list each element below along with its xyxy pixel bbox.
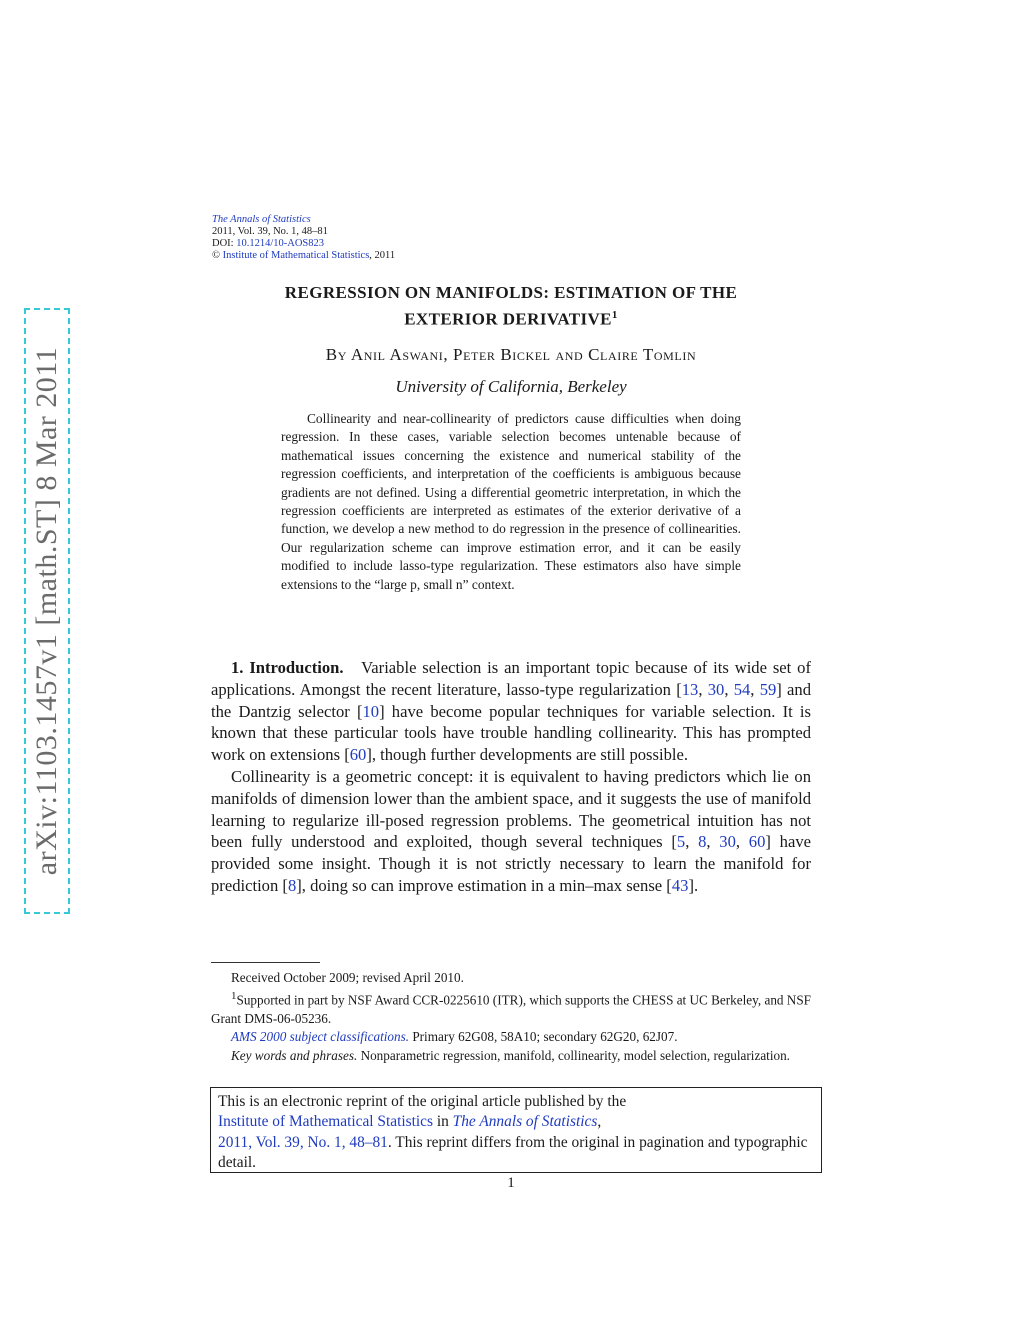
citation-link[interactable]: 43 (671, 875, 689, 895)
title-line-2: EXTERIOR DERIVATIVE$^1$ (404, 309, 618, 329)
citation-link[interactable]: 60 (349, 745, 367, 765)
volume-line: 2011, Vol. 39, No. 1, 48–81 (212, 226, 328, 237)
paper-title (212, 282, 810, 331)
authors: By Anil Aswani, Peter Bickel and Claire Tomlin (325, 345, 697, 364)
journal-link[interactable]: The Annals of Statistics (212, 214, 311, 225)
section-heading: 1. Introduction. (231, 658, 344, 677)
page-number: 1 (507, 1175, 515, 1191)
citation-link[interactable]: 54 (733, 679, 751, 699)
journal-header (212, 214, 395, 262)
doi-label: DOI: (212, 238, 237, 249)
publisher-link[interactable]: Institute of Mathematical Statistics (222, 250, 370, 261)
citation-link[interactable]: 60 (748, 832, 766, 852)
citation-link[interactable]: 8 (287, 875, 297, 895)
received-note: Received October 2009; revised April 2010. (231, 970, 464, 985)
copyright-icon: © (212, 250, 220, 261)
introduction-section (211, 657, 811, 897)
footnotes (211, 969, 811, 1065)
ams-classification-link[interactable]: AMS 2000 subject classifications. (231, 1029, 410, 1045)
doi-line (212, 238, 395, 250)
reprint-publisher-link[interactable]: Institute of Mathematical Statistics (218, 1113, 433, 1131)
keywords: Key words and phrases. Nonparametric regression, manifold, collinearity, model selection, regularization. (231, 1047, 790, 1063)
reprint-journal-link[interactable]: The Annals of Statistics (452, 1113, 598, 1131)
intro-paragraph-1: 1. Introduction. Variable selection is an important topic because of its wide set of applications. Amongst the recent literature, lasso-type regularization [13, 30, 54, 59] and the Dantzig selector [10] have become popular techniques for variable selection. It is known that these particular tools have trouble handling collinearity. This has prompted work on extensions [60], though further developments are still possible. (211, 658, 812, 765)
copyright-line (212, 250, 395, 262)
copyright-year: , 2011 (369, 250, 396, 261)
doi-link[interactable]: 10.1214/10-AOS823 (236, 238, 325, 249)
reprint-notice: This is an electronic reprint of the original article published by the Institute of Mathematical Statistics in The Annals of Statistics, 2011, Vol. 39, No. 1, 48–81. This reprint differs from the original in pagination and typographic detail. (210, 1087, 822, 1173)
intro-paragraph-2: Collinearity is a geometric concept: it is equivalent to having predictors which lie on manifolds of dimension lower than the ambient space, and it suggests the use of manifold learning to regularize ill-posed regression problems. The geometrical intuition has not been fully understood and exploited, though several techniques [5, 8, 30, 60] have provided some insight. Though it is not strictly necessary to learn the manifold for prediction [8], doing so can improve estimation in a min–max sense [43]. (211, 766, 811, 895)
citation-link[interactable]: 30 (707, 679, 725, 699)
abstract: Collinearity and near-collinearity of predictors cause difficulties when doing regression. In these cases, variable selection becomes untenable because of mathematical issues concerning the existence and numerical stability of the regression coefficients, and interpretation of the coefficients is ambiguous because gradients are not defined. Using a differential geometric interpretation, in which the regression coefficients are interpreted as estimates of the exterior derivative of a function, we develop a new method to do regression in the presence of collinearities. Our regularization scheme can improve estimation error, and it can be easily modified to include lasso-type regularization. These estimators also have simple extensions to the “large p, small n” context. (281, 411, 741, 592)
citation-link[interactable]: 10 (362, 701, 380, 721)
arxiv-identifier[interactable]: arXiv:1103.1457v1 [math.ST] 8 Mar 2011 (30, 346, 63, 876)
support-note: $^1$Supported in part by NSF Award CCR-0225610 (ITR), which supports the CHESS at UC Berkeley, and NSF Grant DMS-06-05236. (211, 990, 811, 1026)
title-line-1: REGRESSION ON MANIFOLDS: ESTIMATION OF THE (284, 283, 738, 302)
citation-link[interactable]: 13 (681, 679, 699, 699)
title-footnote-mark[interactable]: 1 (611, 309, 618, 321)
citation-link[interactable]: 59 (759, 679, 777, 699)
arxiv-stamp (24, 308, 70, 914)
footnote-divider (211, 962, 320, 963)
reprint-citation-link[interactable]: 2011, Vol. 39, No. 1, 48–81 (218, 1133, 388, 1151)
citation-link[interactable]: 8 (698, 832, 707, 852)
ams-classification: AMS 2000 subject classifications. Primary 62G08, 58A10; secondary 62G20, 62J07. (231, 1029, 678, 1045)
citation-link[interactable]: 30 (719, 832, 736, 852)
affiliation: University of California, Berkeley (395, 377, 627, 396)
citation-link[interactable]: 5 (676, 832, 686, 852)
